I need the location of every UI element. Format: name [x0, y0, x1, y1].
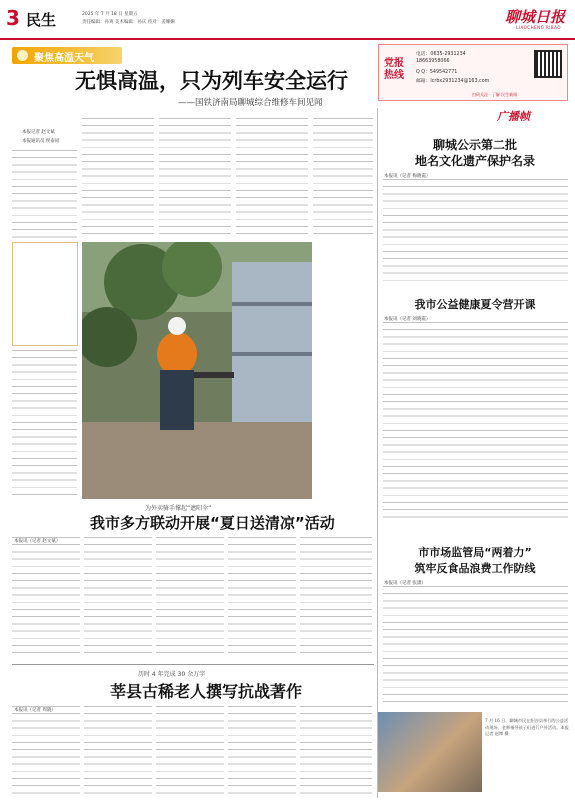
sun-icon [17, 50, 28, 61]
story-divider [12, 664, 374, 665]
qr-code-icon[interactable] [534, 50, 562, 78]
bottom-right-photo [378, 712, 482, 792]
right1-headline-line1: 聊城公示第二批 [432, 138, 517, 152]
story3-col5 [300, 706, 372, 794]
hotline-qq: Q Q：549542771 [416, 70, 458, 75]
bottom-right-photo-caption: 7 月 16 日，聊城市民在阳谷县举行的公益活动现场，老师指导孩子们进行户外活动。本报记者 赵博 摄 [485, 718, 569, 736]
story2-byline: 本报讯（记者 赵文斌） [14, 539, 61, 544]
section-name: 民生 [26, 11, 57, 29]
hotline-mobile: 18663958066 [416, 59, 450, 64]
main-photo [82, 242, 312, 499]
railway-worker-photo [82, 242, 312, 499]
right3-byline: 本报讯（记者 张潇） [384, 581, 426, 586]
right2-byline: 本报讯（记者 刘晓霞） [384, 317, 431, 322]
topic-tag [12, 47, 122, 64]
main-article-col5 [313, 118, 373, 238]
broadcast-label: 广播帧 [497, 110, 530, 123]
story3-headline: 莘县古稀老人撰写抗战著作 [110, 682, 303, 701]
story3-kicker: 历时 4 年完成 30 余万字 [138, 671, 206, 678]
main-article-col4 [236, 118, 308, 238]
qr-caption: 扫码关注 · 了解 民生新闻 [472, 92, 518, 97]
newspaper-logo: 聊城日报 [504, 8, 565, 26]
story2-col5 [300, 537, 372, 657]
topic-tag-label: 聚焦高温天气 [34, 53, 94, 64]
main-byline-reporter: 本报记者 赵文斌 [22, 130, 55, 135]
story3-col3 [156, 706, 224, 794]
right2-headline: 我市公益健康夏令营开课 [414, 298, 536, 311]
page-number: 3 [6, 6, 20, 30]
main-byline-correspondent: 本报通讯员 侯泰同 [22, 139, 60, 144]
hotline-title: 党报热线 [384, 58, 404, 81]
right3-article [383, 586, 568, 708]
newspaper-logo-sub: LIAOCHENG RIBAO [516, 25, 561, 30]
main-photo-caption: 7 月 15 日，监测组成员在高温中检修设备，聊城综合维修车间职工坚守岗位，确保列车安全运行。本报记者 赵文斌 摄 [16, 285, 72, 318]
main-article-col3 [159, 118, 231, 238]
right1-headline-line2: 地名文化遗产保护名录 [414, 154, 535, 168]
story3-col2 [84, 706, 152, 794]
main-subheadline: ——国铁济南局聊城综合维修车间见闻 [178, 98, 323, 108]
column-divider [377, 108, 378, 798]
story2-kicker: 为外卖骑手撑起“遮阳伞” [145, 505, 212, 512]
hotline-email: 邮箱：lcrbx2931234@163.com [416, 79, 490, 84]
story2-col2 [84, 537, 152, 657]
main-article-col1b [12, 350, 77, 500]
right1-article [383, 179, 568, 285]
right3-headline-line2: 筑牢反食品浪费工作防线 [414, 562, 536, 575]
main-article-col2 [82, 118, 154, 238]
main-article-col1 [12, 150, 77, 240]
editor-line: 责任编辑：孙爽 美术编辑：孙庆 校对：姜姗姗 [82, 20, 175, 25]
main-headline: 无惧高温，只为列车安全运行 [75, 69, 348, 93]
story3-col1 [12, 706, 80, 794]
story2-col4 [228, 537, 296, 657]
story2-col1 [12, 537, 80, 657]
right2-article [383, 322, 568, 522]
story2-col3 [156, 537, 224, 657]
hotline-phone: 电话：0635-2931234 [416, 52, 466, 57]
right3-headline-line1: 市市场监管局“两着力” [418, 546, 532, 559]
date-line: 2025 年 7 月 18 日 星期五 [82, 12, 138, 17]
story3-col4 [228, 706, 296, 794]
story3-byline: 本报讯（记者 周晓） [14, 708, 56, 713]
masthead [0, 0, 575, 40]
story2-headline: 我市多方联动开展“夏日送清凉”活动 [90, 514, 335, 532]
right1-byline: 本报讯（记者 梅晓霞） [384, 174, 431, 179]
